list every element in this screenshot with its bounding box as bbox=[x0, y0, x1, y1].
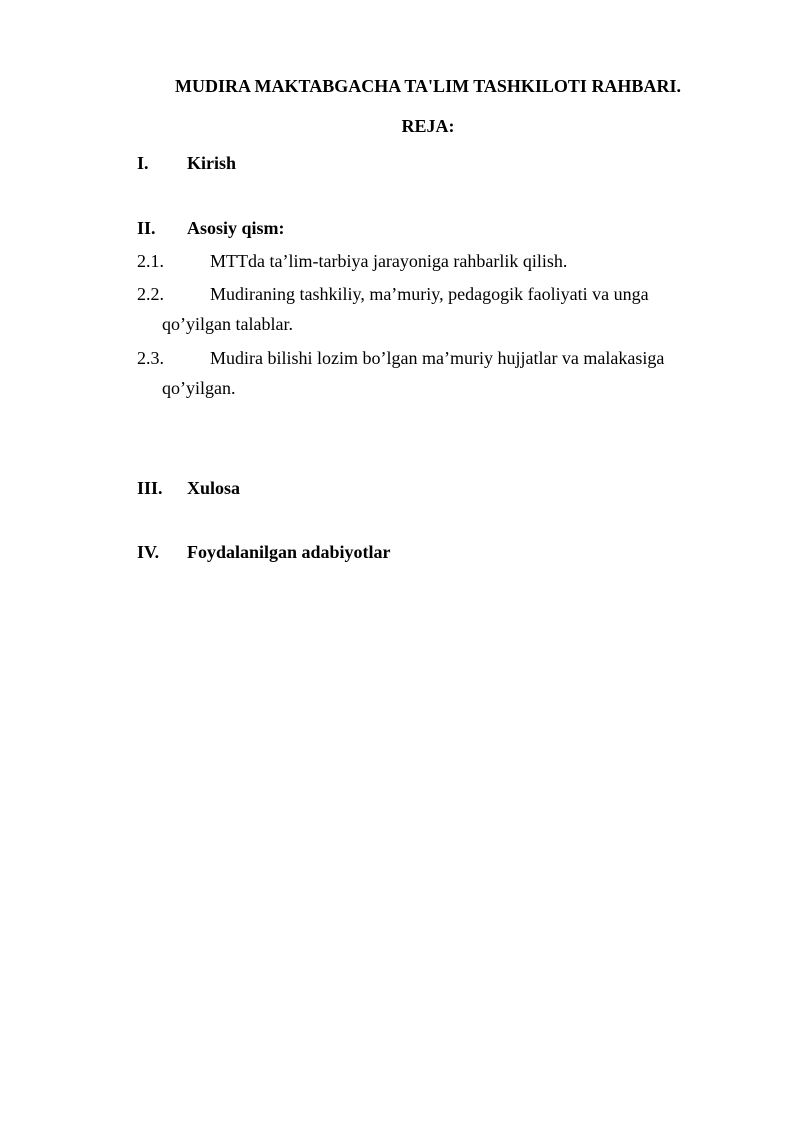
plan-heading: REJA: bbox=[401, 116, 455, 136]
subsection-continuation: qo’yilgan. bbox=[162, 378, 236, 398]
subsection-text: Mudira bilishi lozim bo’lgan ma’muriy hujjatlar va malakasiga bbox=[210, 348, 665, 368]
section-label: Xulosa bbox=[187, 478, 241, 498]
section-number: III. bbox=[137, 478, 163, 498]
subsection-number: 2.3. bbox=[137, 348, 164, 368]
section-1 bbox=[137, 153, 236, 174]
section-number: I. bbox=[137, 153, 149, 173]
section-2 bbox=[137, 218, 285, 239]
subsection-number: 2.1. bbox=[137, 251, 164, 271]
subsection-number: 2.2. bbox=[137, 284, 164, 304]
subsection-2-3 bbox=[137, 348, 697, 399]
subsection-continuation: qo’yilgan talablar. bbox=[162, 314, 293, 334]
section-number: II. bbox=[137, 218, 156, 238]
subsection-text: MTTda ta’lim-tarbiya jarayoniga rahbarlik qilish. bbox=[210, 251, 568, 271]
section-number: IV. bbox=[137, 542, 160, 562]
document-title: MUDIRA MAKTABGACHA TA'LIM TASHKILOTI RAHBARI. bbox=[175, 76, 681, 96]
section-label: Asosiy qism: bbox=[187, 218, 285, 238]
section-3 bbox=[137, 478, 240, 499]
subsection-text: Mudiraning tashkiliy, ma’muriy, pedagogik faoliyati va unga bbox=[210, 284, 649, 304]
subsection-2-2 bbox=[137, 284, 697, 335]
subsection-2-1 bbox=[137, 251, 697, 272]
section-label: Foydalanilgan adabiyotlar bbox=[187, 542, 391, 562]
section-label: Kirish bbox=[187, 153, 237, 173]
section-4 bbox=[137, 542, 391, 563]
